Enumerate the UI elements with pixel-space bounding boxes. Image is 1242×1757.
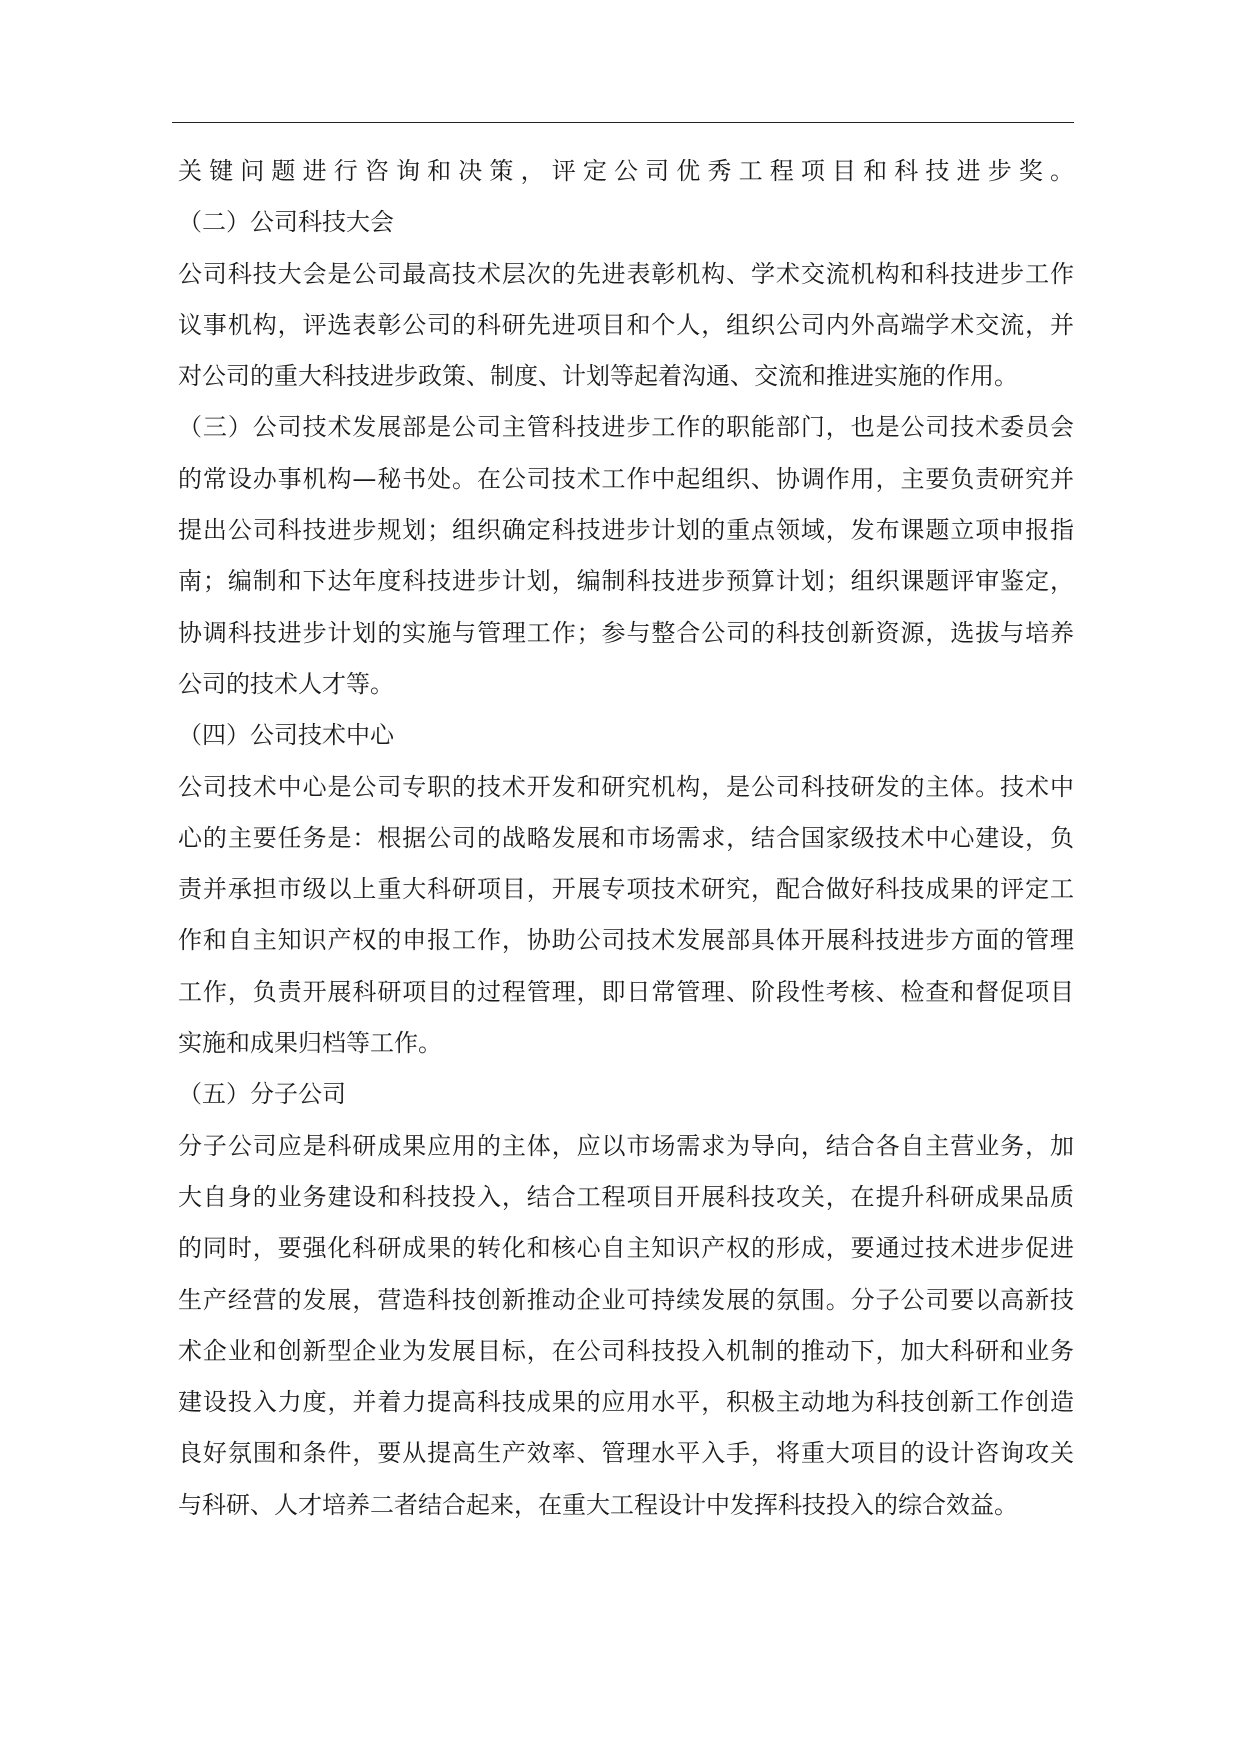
section-heading-2: （二）公司科技大会 [178,208,394,237]
text-line: 提出公司科技进步规划；组织确定科技进步计划的重点领域，发布课题立项申报指 [178,516,1074,545]
text-line: 议事机构，评选表彰公司的科研先进项目和个人，组织公司内外高端学术交流，并 [178,310,1074,339]
text-line: 协调科技进步计划的实施与管理工作；参与整合公司的科技创新资源，选拔与培养 [178,618,1074,647]
text-line: 实施和成果归档等工作。 [178,1029,442,1058]
text-line: 心的主要任务是：根据公司的战略发展和市场需求，结合国家级技术中心建设，负 [178,823,1074,852]
text-line: 公司科技大会是公司最高技术层次的先进表彰机构、学术交流机构和科技进步工作 [178,259,1074,288]
section-heading-5: （五）分子公司 [178,1080,346,1109]
header-rule [172,122,1074,123]
text-line: 关键问题进行咨询和决策，评定公司优秀工程项目和科技进步奖。 [178,157,1074,185]
text-line: 对公司的重大科技进步政策、制度、计划等起着沟通、交流和推进实施的作用。 [178,362,1018,391]
text-line: 大自身的业务建设和科技投入，结合工程项目开展科技攻关，在提升科研成果品质 [178,1182,1074,1211]
text-line: 生产经营的发展，营造科技创新推动企业可持续发展的氛围。分子公司要以高新技 [178,1285,1074,1314]
document-body [178,146,1074,1531]
text-line: 术企业和创新型企业为发展目标，在公司科技投入机制的推动下，加大科研和业务 [178,1336,1074,1365]
text-line: 的同时，要强化科研成果的转化和核心自主知识产权的形成，要通过技术进步促进 [178,1234,1074,1263]
text-line: 与科研、人才培养二者结合起来，在重大工程设计中发挥科技投入的综合效益。 [178,1490,1018,1519]
text-line: 良好氛围和条件，要从提高生产效率、管理水平入手，将重大项目的设计咨询攻关 [178,1439,1074,1468]
text-line: 公司技术中心是公司专职的技术开发和研究机构，是公司科技研发的主体。技术中 [178,772,1074,801]
text-line: 作和自主知识产权的申报工作，协助公司技术发展部具体开展科技进步方面的管理 [178,926,1074,955]
text-line: 的常设办事机构—秘书处。在公司技术工作中起组织、协调作用，主要负责研究并 [178,464,1074,493]
section-heading-4: （四）公司技术中心 [178,721,394,750]
section-heading-3: （三）公司技术发展部是公司主管科技进步工作的职能部门，也是公司技术委员会 [178,413,1074,442]
text-line: 分子公司应是科研成果应用的主体，应以市场需求为导向，结合各自主营业务，加 [178,1131,1074,1160]
text-line: 责并承担市级以上重大科研项目，开展专项技术研究，配合做好科技成果的评定工 [178,875,1074,904]
text-line: 南；编制和下达年度科技进步计划，编制科技进步预算计划；组织课题评审鉴定， [178,567,1074,596]
text-line: 公司的技术人才等。 [178,669,394,698]
text-line: 工作，负责开展科研项目的过程管理，即日常管理、阶段性考核、检查和督促项目 [178,977,1074,1006]
text-line: 建设投入力度，并着力提高科技成果的应用水平，积极主动地为科技创新工作创造 [178,1388,1074,1417]
